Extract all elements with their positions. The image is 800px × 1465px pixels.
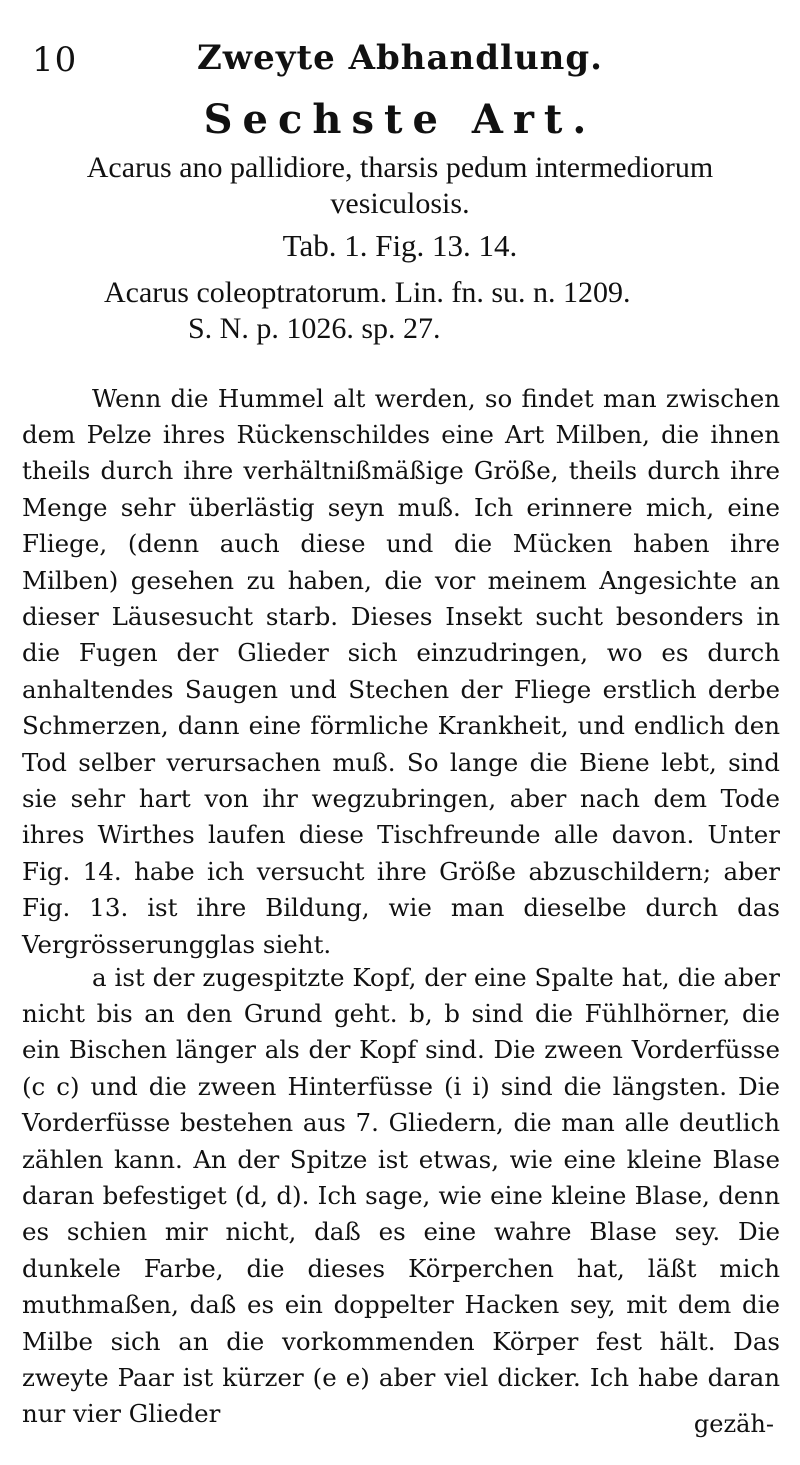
page-number: 10 xyxy=(32,40,78,80)
synonymy-line-2: S. N. p. 1026. sp. 27. xyxy=(188,312,441,345)
catchword: gezäh- xyxy=(693,1410,774,1438)
running-head: Zweyte Abhandlung. xyxy=(196,38,603,78)
section-title: Sechste Art. xyxy=(203,96,597,143)
species-name: Acarus ano pallidiore, tharsis pedum intermediorum vesiculosis. xyxy=(86,151,714,220)
body-paragraph-1: Wenn die Hummel alt werden, so findet man zwischen dem Pelze ihres Rückenschildes eine Art Milben, die ihnen theils durch ihre verhältnißmäßige Größe, theils durch ihre Menge sehr überlästig seyn muß. Ich erinnere mich, eine Fliege, (denn auch diese und die Mücken haben ihre Milben) gesehen zu haben, die vor meinem Angesichte an dieser Läusesucht starb. Dieses Insekt sucht besonders in die Fugen der Glieder sich einzudringen, wo es durch anhaltendes Saugen und Stechen der Fliege erstlich derbe Schmerzen, dann eine förmliche Krankheit, und endlich den Tod selber verursachen muß. So lange die Biene lebt, sind sie sehr hart von ihr wegzubringen, aber nach dem Tode ihres Wirthes laufen diese Tischfreunde alle davon. Unter Fig. 14. habe ich versucht ihre Größe abzuschildern; aber Fig. 13. ist ihre Bildung, wie man dieselbe durch das Vergrösserungglas sieht. xyxy=(22,383,780,959)
body-paragraph-2: a ist der zugespitzte Kopf, der eine Spalte hat, die aber nicht bis an den Grund geht. b, b sind die Fühlhörner, die ein Bischen länger als der Kopf sind. Die zween Vorderfüsse (c c) und die zween Hinterfüsse (i i) sind die längsten. Die Vorderfüsse bestehen aus 7. Gliedern, die man alle deutlich zählen kann. An der Spitze ist etwas, wie eine kleine Blase daran befestiget (d, d). Ich sage, wie eine kleine Blase, denn es schien mir nicht, daß es eine wahre Blase sey. Die dunkele Farbe, die dieses Körperchen hat, läßt mich muthmaßen, daß es ein doppelter Hacken sey, mit dem die Milbe sich an die vorkommenden Körper fest hält. Das zweyte Paar ist kürzer (e e) aber viel dicker. Ich habe daran nur vier Glieder xyxy=(22,962,780,1429)
page-header xyxy=(0,28,800,88)
synonymy-line-1: Acarus coleoptratorum. Lin. fn. su. n. 1209. xyxy=(104,276,631,309)
plate-reference: Tab. 1. Fig. 13. 14. xyxy=(282,228,518,263)
